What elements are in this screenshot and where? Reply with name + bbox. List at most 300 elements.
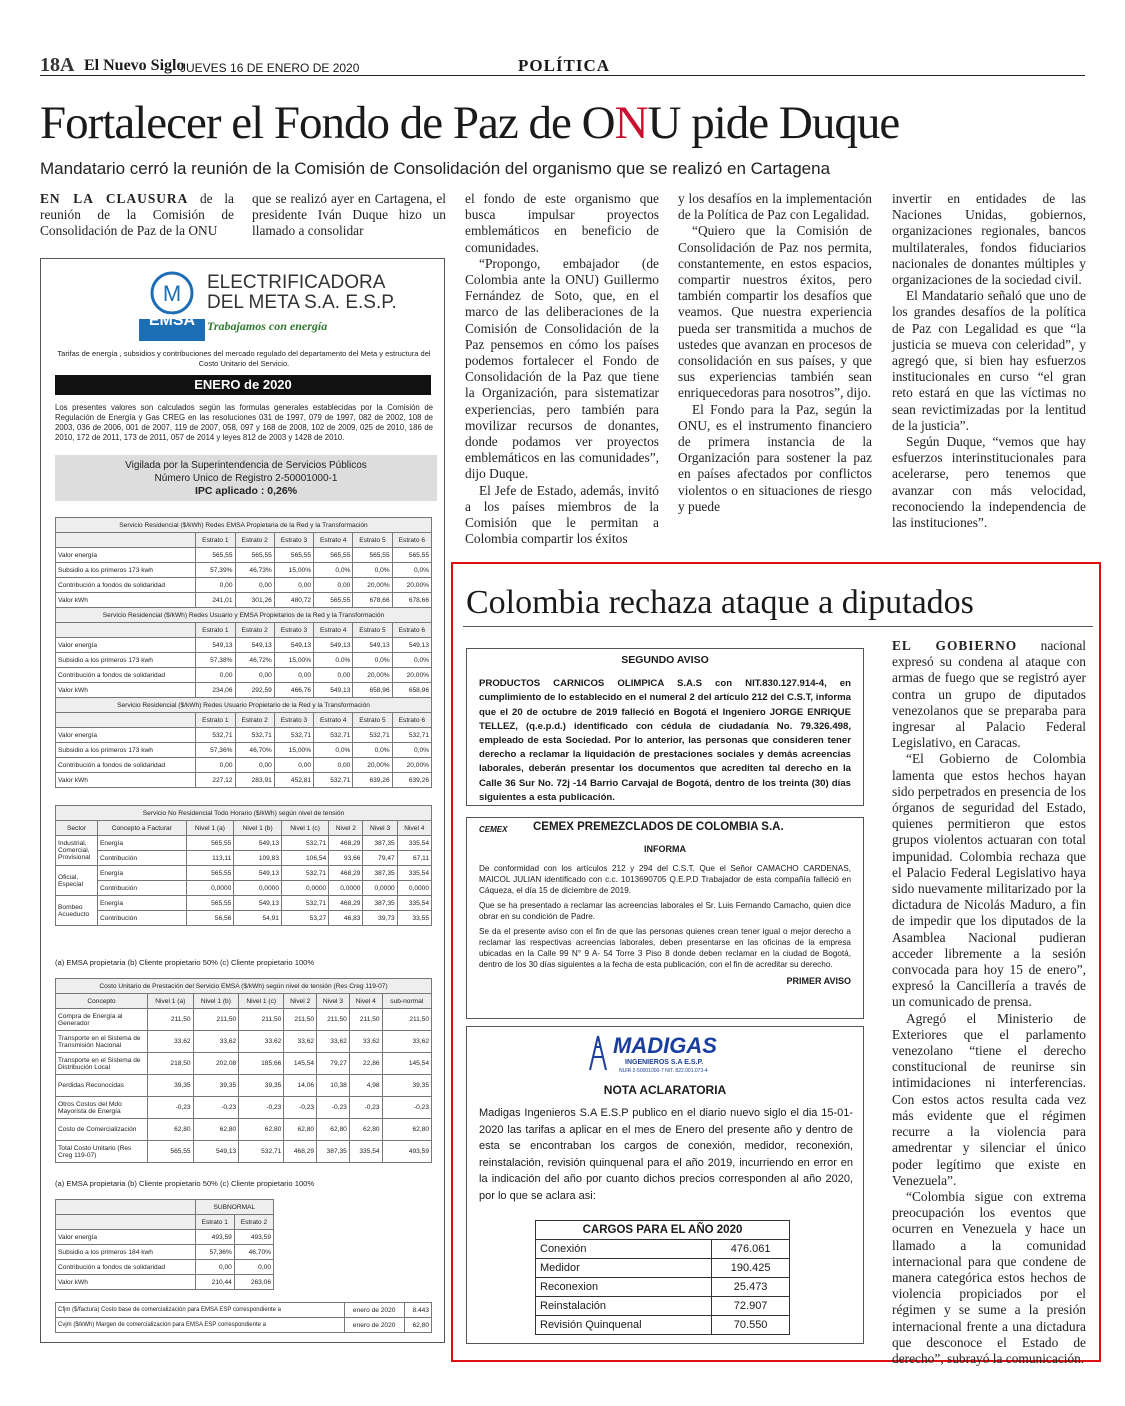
table-cell: 480,72 bbox=[274, 593, 313, 608]
table-cell: 22,86 bbox=[349, 1053, 382, 1075]
row-label: Subsidio a los primeros 173 kwh bbox=[56, 743, 196, 758]
row-label: Transporte en el Sistema de Transmisión Nacional bbox=[56, 1031, 148, 1053]
table-cell: 62,80 bbox=[349, 1119, 382, 1141]
row-label: Perdidas Reconocidas bbox=[56, 1075, 148, 1097]
row-label: Revisión Quinquenal bbox=[536, 1316, 712, 1335]
table-cell: 0,00 bbox=[235, 758, 274, 773]
table-header-cell: Estrato 2 bbox=[235, 713, 274, 728]
row-label: Transporte en el Sistema de Distribución Local bbox=[56, 1053, 148, 1075]
notice-footer: PRIMER AVISO bbox=[786, 976, 851, 986]
table-cell: 565,55 bbox=[186, 836, 234, 851]
emsa-badge: EMSA bbox=[148, 312, 196, 329]
table-cell: 468,29 bbox=[284, 1141, 317, 1163]
emsa-bulb-logo-icon bbox=[139, 269, 205, 341]
notice-olimpica bbox=[466, 648, 864, 806]
row-label: Reinstalación bbox=[536, 1297, 712, 1316]
ipc-line: IPC aplicado : 0,26% bbox=[194, 485, 298, 497]
table-cell: 46,72% bbox=[235, 653, 274, 668]
table-cell: 185,66 bbox=[239, 1053, 284, 1075]
table-cell: 0,00 bbox=[196, 668, 235, 683]
table-header-cell: Estrato 5 bbox=[353, 533, 392, 548]
table-row bbox=[56, 1141, 432, 1163]
table-cell: 0,0% bbox=[353, 653, 392, 668]
table-header-cell: Nivel 1 (b) bbox=[193, 994, 239, 1009]
table-cell: 57,36% bbox=[195, 1245, 234, 1260]
table-cell: 301,26 bbox=[235, 593, 274, 608]
madigas-logo: MADIGAS bbox=[613, 1033, 717, 1058]
table-cell: 0,00 bbox=[274, 758, 313, 773]
table-cell: 62,80 bbox=[193, 1119, 239, 1141]
row-label: Subsidio a los primeros 184 kwh bbox=[56, 1245, 196, 1260]
lead-caps: EL GOBIERNO bbox=[892, 638, 1018, 653]
table-cell: 0,00 bbox=[314, 758, 353, 773]
notice-title: CEMEX PREMEZCLADOS DE COLOMBIA S.A. bbox=[533, 821, 784, 833]
table-row bbox=[56, 563, 432, 578]
table-header-cell: Estrato 1 bbox=[195, 1215, 234, 1230]
table-cell: 532,71 bbox=[314, 773, 353, 788]
table-cell: 33,62 bbox=[349, 1031, 382, 1053]
issue-date: JUEVES 16 DE ENERO DE 2020 bbox=[180, 61, 360, 75]
cemex-logo-icon: CEMEX bbox=[479, 825, 508, 834]
table-cell: 335,54 bbox=[397, 836, 431, 851]
table-row bbox=[56, 1318, 432, 1333]
table-cell: 0,00 bbox=[235, 578, 274, 593]
table-cell: 20,00% bbox=[353, 668, 392, 683]
table-row bbox=[536, 1259, 790, 1278]
table-cell: 263,06 bbox=[234, 1275, 273, 1290]
row-label: Compra de Energía al Generador bbox=[56, 1009, 148, 1031]
table-cell: 549,13 bbox=[392, 638, 431, 653]
table-cell: 46,73% bbox=[235, 563, 274, 578]
concept-cell: Energía bbox=[98, 866, 187, 881]
row-label: Contribución a fondos de solidaridad bbox=[56, 668, 196, 683]
table-cell: 20,00% bbox=[392, 668, 431, 683]
table-cell: 283,91 bbox=[235, 773, 274, 788]
table-header-cell: Nivel 1 (b) bbox=[234, 821, 282, 836]
headline-main bbox=[40, 96, 899, 150]
table-cell: 532,71 bbox=[235, 728, 274, 743]
table-header-row bbox=[536, 1221, 790, 1240]
madigas-nit: NUIR 2-50001000-7 NIT. 822.001.073-4 bbox=[619, 1068, 708, 1074]
table-cell: 468,29 bbox=[329, 866, 363, 881]
row-label: Medidor bbox=[536, 1259, 712, 1278]
table-cell: 62,80 bbox=[148, 1119, 194, 1141]
table-row bbox=[56, 1097, 432, 1119]
row-label: Valor kWh bbox=[56, 683, 196, 698]
table-cell: -0,23 bbox=[148, 1097, 194, 1119]
table-cell: 532,71 bbox=[274, 728, 313, 743]
table-row bbox=[56, 851, 432, 866]
table-cell: 387,35 bbox=[363, 896, 397, 911]
table-cell: 62,80 bbox=[239, 1119, 284, 1141]
table-header-cell: Estrato 6 bbox=[392, 533, 431, 548]
table-cell: 56,56 bbox=[186, 911, 234, 926]
row-label: Otros Costos del Mdo Mayorista de Energía bbox=[56, 1097, 148, 1119]
row-label: Valor energía bbox=[56, 638, 196, 653]
table-cell: 57,38% bbox=[196, 653, 235, 668]
table-cell: 241,01 bbox=[196, 593, 235, 608]
table-header-cell bbox=[56, 713, 196, 728]
emsa-advertisement bbox=[40, 258, 445, 1343]
table-cell: 211,50 bbox=[382, 1009, 431, 1031]
table-cell: 33,62 bbox=[193, 1031, 239, 1053]
month-cell: enero de 2020 bbox=[344, 1303, 404, 1318]
concept-cell: Contribución bbox=[98, 911, 187, 926]
emsa-month-banner: ENERO de 2020 bbox=[55, 375, 431, 395]
table-footnote: (a) EMSA propietaria (b) Cliente propietario 50% (c) Cliente propietario 100% bbox=[55, 1179, 315, 1188]
notice-body: Madigas Ingenieros S.A E.S.P publico en el diario nuevo siglo el dia 15-01-2020 las tarifas a aplicar en el mes de Enero del presente año y dentro de esta se encontraban los cargos de conexión, medidor, reconexión, reinstalación, revisión quinquenal para el año 2019, incurriendo en error en la indicación del año por cuanto dichos precios corresponden al año 2020, por lo que se aclara asi: bbox=[479, 1107, 853, 1202]
table-row bbox=[56, 668, 432, 683]
emsa-slogan: Trabajamos con energía bbox=[207, 319, 328, 333]
table-cell: 549,13 bbox=[274, 638, 313, 653]
table-cell: 565,55 bbox=[235, 548, 274, 563]
table-cell: 0,0% bbox=[392, 743, 431, 758]
table-header-cell: Nivel 4 bbox=[349, 994, 382, 1009]
table-cell: 33,62 bbox=[148, 1031, 194, 1053]
body-text: “Quiero que la Comisión de Consolidación de Paz nos permita, constantemente, en estos espacios, compartir nuestros éxitos, pero también compartir los desafíos que veamos. Que nuestra experiencia pueda ser transmitida a muchos de ustedes que avanzan en procesos de consolidación en sus países, y que sus experiencias también sean enriquecedoras para nosotros”, dijo. bbox=[678, 223, 872, 401]
table-row bbox=[56, 866, 432, 881]
headline-rule bbox=[463, 626, 1093, 627]
table-header-cell bbox=[56, 1200, 196, 1215]
table-cell: 658,96 bbox=[392, 683, 431, 698]
table-row bbox=[56, 578, 432, 593]
table-cell: 335,54 bbox=[397, 896, 431, 911]
table-cell: 493,59 bbox=[234, 1230, 273, 1245]
table-header-cell: Estrato 3 bbox=[274, 623, 313, 638]
table-header-cell: Estrato 4 bbox=[314, 533, 353, 548]
emsa-tarifas-intro: Tarifas de energía , subsidios y contribuciones del mercado regulado del departamento del Meta y estructura del Costo Unitario del Servicio. bbox=[57, 349, 431, 368]
table-row bbox=[56, 773, 432, 788]
row-label: Contribución a fondos de solidaridad bbox=[56, 758, 196, 773]
article-column-5 bbox=[892, 191, 1086, 557]
row-label: Total Costo Unitario (Res Creg 119-07) bbox=[56, 1141, 148, 1163]
table-section-title: SUBNORMAL bbox=[195, 1200, 273, 1215]
table-row bbox=[56, 683, 432, 698]
concept-cell: Energía bbox=[98, 836, 187, 851]
table-section-title: Servicio Residencial ($/kWh) Redes EMSA Propietaria de la Red y la Transformación bbox=[56, 518, 432, 533]
table-row bbox=[56, 1275, 274, 1290]
body-text: el fondo de este organismo que busca impulsar proyectos emblemáticos en beneficio de comunidades. bbox=[465, 191, 659, 255]
body-text: nacional expresó su condena al ataque con armas de fuego que se registró ayer contra un grupo de diputados venezolanos que se preparaba para ingresar al Palacio Federal Legislativo, en Caracas. bbox=[892, 638, 1086, 751]
concept-cell: Contribución bbox=[98, 851, 187, 866]
table-cell: 565,55 bbox=[392, 548, 431, 563]
table-cell: 0,00 bbox=[195, 1260, 234, 1275]
row-label: Cfjm ($/factura) Costo base de comercialización para EMSA ESP correspondiente a bbox=[56, 1303, 345, 1318]
table-row bbox=[56, 728, 432, 743]
table-cell: 0,0000 bbox=[363, 881, 397, 896]
headline-secondary: Colombia rechaza ataque a diputados bbox=[466, 584, 974, 621]
concept-cell: Energía bbox=[98, 896, 187, 911]
table-cell: 549,13 bbox=[314, 638, 353, 653]
unit-cost-table bbox=[55, 978, 432, 1163]
table-cell: 678,66 bbox=[392, 593, 431, 608]
table-section-row bbox=[56, 1200, 274, 1215]
notice-title: NOTA ACLARATORIA bbox=[603, 1083, 727, 1097]
table-section-row bbox=[56, 979, 432, 994]
table-cell: 46,70% bbox=[234, 1245, 273, 1260]
table-cell: 62,80 bbox=[284, 1119, 317, 1141]
table-cell: 532,71 bbox=[392, 728, 431, 743]
vigilada-line: Vigilada por la Superintendencia de Servicios Públicos bbox=[125, 460, 367, 471]
table-cell: 15,00% bbox=[274, 563, 313, 578]
table-cell: 0,0% bbox=[392, 563, 431, 578]
table-cell: -0,23 bbox=[349, 1097, 382, 1119]
emsa-legal-text: Los presentes valores son calculados según las formulas generales establecidas por la Comisión de Regulación de Energía y Gas CREG en las resoluciones 031 de 1997, 079 de 1997, 082 de 2002, 108 de 2003, 036 de 2006, 001 de 2007, 119 de 2007, 058, 097 y 168 de 2008, 102 de 2009, 025 de 2010, 186 de 2010, 172 de 2011, 173 de 2011, 057 de 2014 y leyes 812 de 2003 y 1428 de 2010. bbox=[55, 403, 433, 442]
table-cell: 335,54 bbox=[349, 1141, 382, 1163]
table-header-cell: Estrato 4 bbox=[314, 623, 353, 638]
svg-text:M: M bbox=[162, 281, 182, 306]
table-cell: 0,0% bbox=[392, 653, 431, 668]
table-row bbox=[56, 1075, 432, 1097]
subheadline: Mandatario cerró la reunión de la Comisión de Consolidación del organismo que se realizó en Cartagena bbox=[40, 159, 831, 178]
table-cell: 33,62 bbox=[239, 1031, 284, 1053]
madigas-logo-sub: INGENIEROS S.A E.S.P. bbox=[625, 1059, 704, 1066]
body-text: El Mandatario señaló que uno de los grandes desafíos de la política de Paz con Legalidad es que “la justicia se mueva con celeridad”, y agregó que, si bien hay esfuerzos institucionales en curso “el gran reto estará en que las víctimas no sean revictimizadas por la lentitud de la justicia”. bbox=[892, 288, 1086, 433]
table-header-cell: Nivel 2 bbox=[284, 994, 317, 1009]
registro-line: Número Unico de Registro 2-50001000-1 bbox=[154, 473, 338, 484]
body-text: invertir en entidades de las Naciones Unidas, gobiernos, organizaciones regionales, bancos multilaterales, fondos fiduciarios nacionales de donantes múltiples y organizaciones de la sociedad civil. bbox=[892, 191, 1086, 288]
table-cell: 549,13 bbox=[314, 683, 353, 698]
table-cell: 468,29 bbox=[329, 896, 363, 911]
table-cell: 0,00 bbox=[274, 578, 313, 593]
table-header-cell: Estrato 4 bbox=[314, 713, 353, 728]
row-label: Valor kWh bbox=[56, 593, 196, 608]
notice-body: PRODUCTOS CARNICOS OLIMPICA S.A.S con NIT.830.127.914-4, en cumplimiento de lo establecido en el numeral 2 del artículo 212 del C.S.T, informa que el 20 de octubre de 2019 falleció en Bogotá el Ingeniero JORGE ENRIQUE TELLEZ, (q.e.p.d.) identificado con cédula de ciudadanía No. 79.326.498, empleado de esta Sociedad. Por lo anterior, las personas que consideren tener derecho a reclamar la liquidación de prestaciones sociales y demás acreencias laborales, deberán presentar los documentos que acrediten tal derecho en la Calle 36 Sur No. 72j -14 Barrio Carvajal de Bogotá, dentro de los treinta (30) días siguientes a esta publicación. bbox=[479, 678, 851, 803]
table-cell: 549,13 bbox=[234, 836, 282, 851]
article-column-2 bbox=[252, 191, 446, 243]
article2-column bbox=[892, 638, 1086, 1366]
table-cell: 39,35 bbox=[148, 1075, 194, 1097]
table-header-row bbox=[56, 713, 432, 728]
month-cell: enero de 2020 bbox=[344, 1318, 404, 1333]
table-section-title: Servicio Residencial ($/kWh) Redes Usuario y EMSA Propietarios de la Red y la Transformación bbox=[56, 608, 432, 623]
table-header-row bbox=[56, 533, 432, 548]
table-header-cell: Estrato 1 bbox=[196, 623, 235, 638]
table-cell: 10,38 bbox=[317, 1075, 350, 1097]
body-text: de la reunión de la Comisión de Consolidación de Paz de la ONU bbox=[40, 191, 234, 239]
table-header-cell: Estrato 2 bbox=[234, 1215, 273, 1230]
table-cell: 145,54 bbox=[382, 1053, 431, 1075]
sector-cell: Industrial, Comercial, Provisional bbox=[56, 836, 98, 866]
table-header-cell: Estrato 5 bbox=[353, 713, 392, 728]
table-cell: 532,71 bbox=[353, 728, 392, 743]
notice-paragraph: Que se ha presentado a reclamar las acreencias laborales el Sr. Luis Fernando Camacho, quien dice obrar en su condición de Padre. bbox=[479, 901, 851, 921]
sector-cell: Oficial, Especial bbox=[56, 866, 98, 896]
table-cell: 0,0000 bbox=[186, 881, 234, 896]
row-label: Valor kWh bbox=[56, 773, 196, 788]
table-cell: 493,59 bbox=[195, 1230, 234, 1245]
table-section-title: Servicio No Residencial Todo Horario ($/kWh) según nivel de tensión bbox=[56, 806, 432, 821]
table-header-cell: Estrato 5 bbox=[353, 623, 392, 638]
table-row bbox=[56, 1053, 432, 1075]
emsa-name-line: DEL META S.A. E.S.P. bbox=[207, 292, 397, 313]
table-header-cell: Nivel 3 bbox=[363, 821, 397, 836]
table-section-title: Servicio Residencial ($/kWh) Redes Usuario Propietario de la Red y la Transformación bbox=[56, 698, 432, 713]
body-text: Agregó el Ministerio de Exteriores que el parlamento venezolano “tiene el derecho constitucional de reunirse sin intimidaciones ni interferencias. Con estos actos resulta cada vez más evidente que el régimen recurre a la violencia para amedrentar y silenciar el único poder legítimo que existe en Venezuela”. bbox=[892, 1010, 1086, 1188]
article-column-4 bbox=[678, 191, 872, 557]
table-row bbox=[56, 593, 432, 608]
table-row bbox=[56, 881, 432, 896]
table-cell: 33,62 bbox=[284, 1031, 317, 1053]
table-cell: 493,59 bbox=[382, 1141, 431, 1163]
table-row bbox=[56, 638, 432, 653]
table-row bbox=[536, 1278, 790, 1297]
table-cell: 57,36% bbox=[196, 743, 235, 758]
table-cell: 106,54 bbox=[281, 851, 328, 866]
table-cell: 25.473 bbox=[712, 1278, 790, 1297]
table-header-row bbox=[56, 1215, 274, 1230]
table-cell: -0,23 bbox=[239, 1097, 284, 1119]
table-header-row bbox=[56, 821, 432, 836]
table-header-cell: Estrato 1 bbox=[196, 533, 235, 548]
table-row bbox=[56, 1119, 432, 1141]
body-text: El Fondo para la Paz, según la ONU, es el instrumento financiero de primera instancia de la Organización para sostener la paz en países afectados por conflictos violentos o en situaciones de riesgo y puede bbox=[678, 401, 872, 514]
row-label: Valor energía bbox=[56, 1230, 196, 1245]
table-cell: 70.550 bbox=[712, 1316, 790, 1335]
table-cell: 565,55 bbox=[196, 548, 235, 563]
table-cell: 0,00 bbox=[196, 758, 235, 773]
table-cell: 234,06 bbox=[196, 683, 235, 698]
headline-accent: N bbox=[614, 97, 648, 149]
table-cell: -0,23 bbox=[193, 1097, 239, 1119]
table-cell: 0,00 bbox=[196, 578, 235, 593]
table-cell: 565,55 bbox=[314, 548, 353, 563]
table-cell: 565,55 bbox=[353, 548, 392, 563]
table-cell: 218,50 bbox=[148, 1053, 194, 1075]
article-column-3 bbox=[465, 191, 659, 557]
table-header-cell: Concepto a Facturar bbox=[98, 821, 187, 836]
table-cell: 476.061 bbox=[712, 1240, 790, 1259]
table-cell: 549,13 bbox=[235, 638, 274, 653]
table-section-row bbox=[56, 608, 432, 623]
table-header-cell: Nivel 2 bbox=[329, 821, 363, 836]
table-cell: 211,50 bbox=[284, 1009, 317, 1031]
body-text: que se realizó ayer en Cartagena, el presidente Iván Duque hizo un llamado a consolidar bbox=[252, 191, 446, 239]
table-cell: 452,81 bbox=[274, 773, 313, 788]
table-cell: 4,98 bbox=[349, 1075, 382, 1097]
table-row bbox=[56, 1303, 432, 1318]
table-cell: 0,0000 bbox=[329, 881, 363, 896]
section-title: POLÍTICA bbox=[518, 56, 611, 75]
table-cell: 57,39% bbox=[196, 563, 235, 578]
table-cell: 532,71 bbox=[239, 1141, 284, 1163]
table-cell: 0,00 bbox=[274, 668, 313, 683]
table-cell: 39,35 bbox=[239, 1075, 284, 1097]
table-cell: 335,54 bbox=[397, 866, 431, 881]
headline-part: U pide Duque bbox=[647, 97, 900, 149]
table-cell: 72.907 bbox=[712, 1297, 790, 1316]
table-cell: 639,26 bbox=[392, 773, 431, 788]
table-cell: 20,00% bbox=[353, 758, 392, 773]
table-cell: 190.425 bbox=[712, 1259, 790, 1278]
table-row bbox=[536, 1316, 790, 1335]
table-cell: 109,83 bbox=[234, 851, 282, 866]
table-cell: 678,66 bbox=[353, 593, 392, 608]
table-cell: 211,50 bbox=[317, 1009, 350, 1031]
table-cell: 211,50 bbox=[239, 1009, 284, 1031]
table-cell: 211,50 bbox=[148, 1009, 194, 1031]
table-section-row bbox=[56, 806, 432, 821]
row-label: Contribución a fondos de solidaridad bbox=[56, 1260, 196, 1275]
table-cell: 549,13 bbox=[193, 1141, 239, 1163]
table-cell: 292,59 bbox=[235, 683, 274, 698]
table-header-cell: Sector bbox=[56, 821, 98, 836]
table-cell: 113,11 bbox=[186, 851, 234, 866]
row-label: Subsidio a los primeros 173 kwh bbox=[56, 653, 196, 668]
table-cell: 0,0% bbox=[353, 563, 392, 578]
table-cell: 202,08 bbox=[193, 1053, 239, 1075]
table-cell: 20,00% bbox=[392, 758, 431, 773]
table-header-cell: Nivel 4 bbox=[397, 821, 431, 836]
notice-title: SEGUNDO AVISO bbox=[621, 654, 709, 666]
table-cell: 33,62 bbox=[317, 1031, 350, 1053]
table-cell: 532,71 bbox=[314, 728, 353, 743]
residential-tariff-table bbox=[55, 517, 432, 788]
table-cell: 33,55 bbox=[397, 911, 431, 926]
table-cell: 62,80 bbox=[382, 1119, 431, 1141]
commercialization-cost-table bbox=[55, 1302, 432, 1333]
row-label: Reconexion bbox=[536, 1278, 712, 1297]
cargos-table bbox=[535, 1220, 790, 1335]
article-column-1 bbox=[40, 191, 234, 243]
table-cell: 145,54 bbox=[284, 1053, 317, 1075]
sector-cell: Bombeo Acueducto bbox=[56, 896, 98, 926]
table-row bbox=[56, 1230, 274, 1245]
table-cell: -0,23 bbox=[382, 1097, 431, 1119]
table-header-cell: Nivel 3 bbox=[317, 994, 350, 1009]
table-cell: 387,35 bbox=[317, 1141, 350, 1163]
nonresidential-tariff-table bbox=[55, 805, 432, 926]
table-row bbox=[56, 896, 432, 911]
table-header-cell: Nivel 1 (a) bbox=[148, 994, 194, 1009]
table-cell: -0,23 bbox=[317, 1097, 350, 1119]
table-cell: 549,13 bbox=[196, 638, 235, 653]
table-row bbox=[536, 1297, 790, 1316]
table-cell: 0,00 bbox=[235, 668, 274, 683]
table-cell: 54,91 bbox=[234, 911, 282, 926]
table-cell: -0,23 bbox=[284, 1097, 317, 1119]
table-cell: 549,13 bbox=[353, 638, 392, 653]
notice-paragraph: De conformidad con los artículos 212 y 294 del C.S.T. Que el Señor CAMACHO CARDENAS, MAICOL JULIAN identificado con c.c. 1013690705 Q.E.P.D Trabajador de esta compañía falleció en Cáqueza, el día 15 de diciembre de 2019. bbox=[479, 864, 851, 895]
table-row bbox=[56, 911, 432, 926]
table-cell: 639,26 bbox=[353, 773, 392, 788]
table-cell: 0,00 bbox=[314, 578, 353, 593]
body-text: y los desafíos en la implementación de la Política de Paz con Legalidad. bbox=[678, 191, 872, 223]
table-cell: 0,00 bbox=[234, 1260, 273, 1275]
table-header-cell: Estrato 6 bbox=[392, 623, 431, 638]
table-row bbox=[56, 743, 432, 758]
table-header-cell bbox=[56, 1215, 196, 1230]
table-cell: 210,44 bbox=[195, 1275, 234, 1290]
table-cell: 532,71 bbox=[196, 728, 235, 743]
table-cell: 79,47 bbox=[363, 851, 397, 866]
table-cell: 565,55 bbox=[186, 896, 234, 911]
table-cell: 33,62 bbox=[382, 1031, 431, 1053]
table-cell: 20,00% bbox=[392, 578, 431, 593]
emsa-vigilada-box bbox=[55, 455, 437, 501]
table-header-cell: Estrato 1 bbox=[196, 713, 235, 728]
table-cell: 62,80 bbox=[404, 1318, 431, 1333]
row-label: Costo de Comercialización bbox=[56, 1119, 148, 1141]
table-cell: 227,12 bbox=[196, 773, 235, 788]
table-footnote: (a) EMSA propietaria (b) Cliente propietario 50% (c) Cliente propietario 100% bbox=[55, 958, 315, 967]
table-header-cell: Estrato 3 bbox=[274, 713, 313, 728]
table-cell: 39,35 bbox=[382, 1075, 431, 1097]
table-cell: 387,35 bbox=[363, 866, 397, 881]
table-header-cell: Estrato 2 bbox=[235, 623, 274, 638]
table-cell: 658,96 bbox=[353, 683, 392, 698]
newspaper-brand: El Nuevo Siglo bbox=[84, 57, 185, 74]
